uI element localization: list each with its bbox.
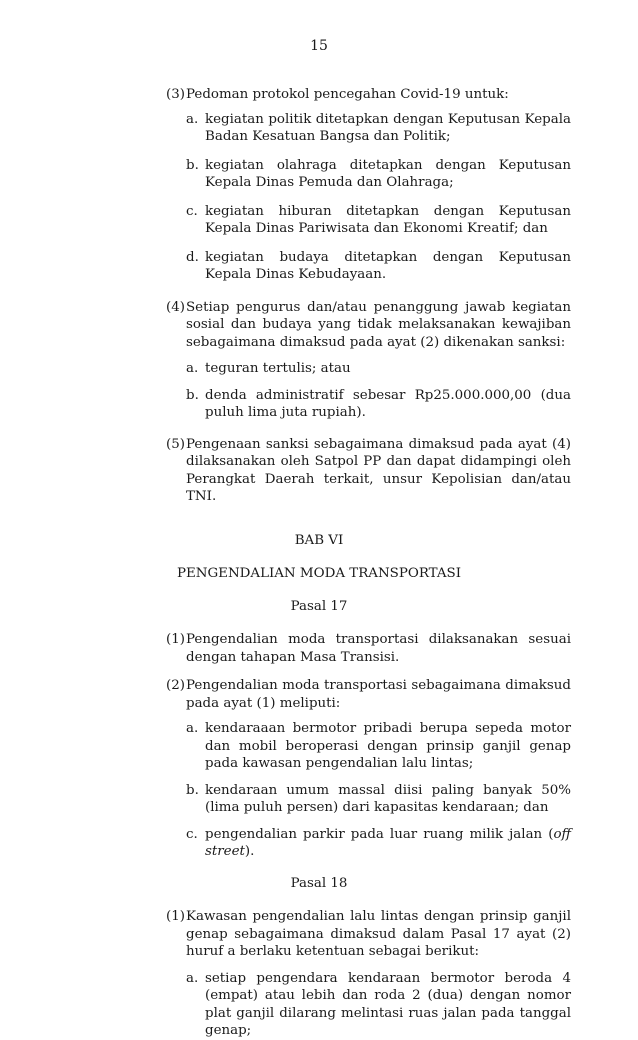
page-number: 15	[310, 38, 328, 54]
paragraph-17-2	[166, 677, 571, 712]
paragraph-text: Pedoman protokol pencegahan Covid-19 untuk:	[186, 87, 509, 102]
list-item-text: setiap pengendara kendaraan bermotor beroda 4 (empat) atau lebih dan roda 2 (dua) dengan nomor plat ganjil dilarang melintasi ruas jalan pada tanggal genap;	[205, 970, 571, 1038]
list-item	[186, 387, 571, 422]
list-item	[186, 360, 571, 378]
chapter-title: BAB VI	[294, 532, 344, 548]
paragraph-text: Pengendalian moda transportasi dilaksanakan sesuai dengan tahapan Masa Transisi.	[186, 632, 571, 665]
list-item-text: kendaraaan bermotor pribadi berupa sepeda motor dan mobil beroperasi dengan prinsip ganjil genap pada kawasan pengendalian lalu lintas;	[205, 721, 571, 771]
paragraph-number: (5)	[166, 436, 185, 452]
paragraph-text: Setiap pengurus dan/atau penanggung jawab kegiatan sosial dan budaya yang tidak melaksanakan kewajiban sebagaimana dimaksud pada ayat (2) dikenakan sanksi:	[186, 299, 571, 350]
list-item-text-end: ).	[244, 844, 255, 859]
list-item-text: kegiatan politik ditetapkan dengan Keputusan Kepala Badan Kesatuan Bangsa dan Politik;	[205, 111, 571, 144]
list-item	[186, 720, 571, 773]
list-item-text: teguran tertulis; atau	[205, 361, 351, 376]
list-item	[186, 249, 571, 284]
list-item	[186, 111, 571, 146]
list-item-letter: c.	[186, 826, 198, 842]
list-item-text: denda administratif sebesar Rp25.000.000,00 (dua puluh lima juta rupiah).	[205, 387, 571, 420]
list-item	[186, 970, 571, 1040]
chapter-subtitle: PENGENDALIAN MODA TRANSPORTASI	[176, 566, 461, 581]
list-item-letter: a.	[186, 721, 199, 736]
list-item-text: kegiatan hiburan ditetapkan dengan Keputusan Kepala Dinas Pariwisata dan Ekonomi Kreatif; dan	[205, 203, 571, 236]
list-item-text-main: pengendalian parkir pada luar ruang milik jalan (	[205, 826, 554, 842]
article-title: Pasal 17	[290, 598, 348, 614]
paragraph-17-1	[166, 631, 571, 666]
list-item-text-italic: off street	[205, 826, 571, 859]
paragraph-number: (2)	[166, 678, 185, 693]
list-item-letter: b.	[186, 782, 199, 798]
list-item-letter: a.	[186, 970, 199, 986]
list-item	[186, 203, 571, 238]
list-item	[186, 826, 571, 861]
list-item-letter: b.	[186, 387, 199, 403]
paragraph-text: Kawasan pengendalian lalu lintas dengan prinsip ganjil genap sebagaimana dimaksud dalam Pasal 17 ayat (2) huruf a berlaku ketentuan sebagai berikut:	[186, 909, 571, 959]
paragraph-number: (3)	[166, 87, 185, 102]
list-item-text	[186, 826, 571, 861]
paragraph-number: (1)	[166, 909, 185, 924]
article-title: Pasal 18	[290, 875, 348, 891]
list-item	[186, 782, 571, 817]
paragraph-text: Pengendalian moda transportasi sebagaimana dimaksud pada ayat (1) meliputi:	[186, 678, 571, 711]
list-item-text: kegiatan olahraga ditetapkan dengan Keputusan Kepala Dinas Pemuda dan Olahraga;	[205, 157, 571, 190]
paragraph-number: (4)	[166, 299, 185, 315]
document-body	[0, 86, 638, 1040]
list-item-letter: c.	[186, 203, 198, 219]
paragraph-number: (1)	[166, 632, 185, 647]
paragraph-5	[166, 436, 571, 506]
list-item-text: kendaraan umum massal diisi paling banyak 50% (lima puluh persen) dari kapasitas kendaraan; dan	[205, 782, 571, 815]
paragraph-text: Pengenaan sanksi sebagaimana dimaksud pada ayat (4) dilaksanakan oleh Satpol PP dan dapat didampingi oleh Perangkat Daerah terkait, unsur Kepolisian dan/atau TNI.	[186, 436, 571, 504]
list-item	[186, 157, 571, 192]
list-item-letter: a.	[186, 361, 199, 376]
list-item-letter: a.	[186, 111, 199, 127]
list-item-letter: b.	[186, 157, 199, 173]
list-item-letter: d.	[186, 249, 199, 265]
list-item-text: kegiatan budaya ditetapkan dengan Keputusan Kepala Dinas Kebudayaan.	[205, 249, 571, 282]
paragraph-4	[166, 299, 571, 352]
paragraph-3	[166, 86, 571, 104]
paragraph-18-1	[166, 908, 571, 961]
